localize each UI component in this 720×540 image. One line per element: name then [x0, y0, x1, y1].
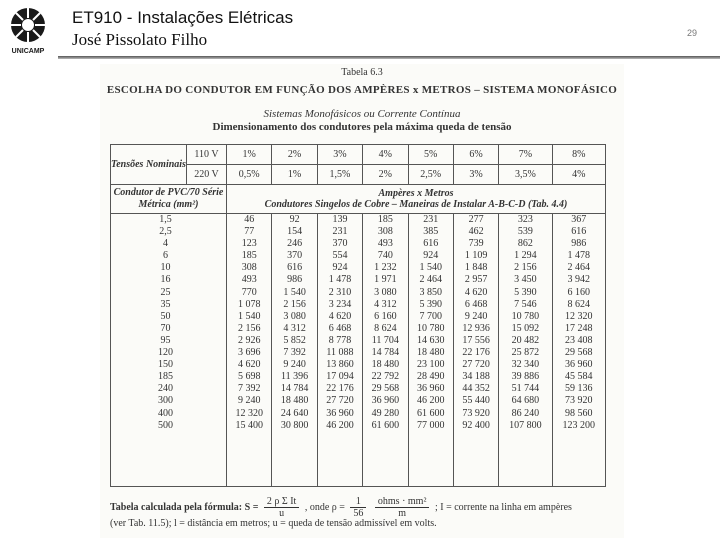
ampere-meter-value: 6 160 [567, 286, 591, 298]
pct-cell: 8% [552, 145, 605, 165]
ampere-meter-value: 59 136 [565, 383, 593, 395]
ampere-meter-value: 185 [241, 250, 257, 262]
ampere-meter-value: 14 784 [371, 347, 400, 359]
ampere-meter-value: 2 156 [514, 262, 537, 274]
formula-line-2: (ver Tab. 11.5); l = distância em metros; u = queda de tensão admissível em volts. [110, 518, 437, 529]
formula-prefix: Tabela calculada pela fórmula: S = [110, 501, 259, 513]
ampere-meter-value: 9 240 [237, 395, 261, 407]
ampere-meter-value: 462 [468, 226, 484, 238]
ampere-meter-value: 6 468 [328, 322, 352, 334]
ampere-meter-value: 6 160 [374, 310, 397, 322]
ampere-meter-value: 10 780 [416, 322, 445, 334]
ampere-meter-value: 616 [287, 262, 303, 274]
ampere-meter-value: 36 960 [416, 383, 445, 395]
ampere-meter-value: 22 176 [462, 347, 490, 359]
value-column [227, 214, 272, 487]
conductor-table [110, 144, 606, 487]
ampere-meter-value: 6 468 [464, 298, 488, 310]
value-column [552, 214, 605, 487]
ampere-meter-value: 231 [423, 214, 439, 225]
ampere-meter-value: 86 240 [511, 407, 540, 419]
ampere-meter-value: 4 620 [237, 359, 261, 371]
ampere-meter-value: 32 340 [511, 359, 540, 371]
ampere-meter-value: 46 200 [416, 395, 445, 407]
ampere-meter-value: 55 440 [462, 395, 490, 407]
ampere-meter-value: 12 936 [462, 322, 490, 334]
section-value: 120 [158, 347, 173, 359]
rho-numerator: 1 [350, 496, 366, 508]
unit-denominator: m [398, 508, 407, 519]
ampere-meter-value: 740 [377, 250, 393, 262]
ampere-meter-value: 739 [468, 238, 484, 250]
ampere-meter-value: 25 872 [511, 347, 540, 359]
pct-cell: 2% [363, 165, 408, 185]
ampere-meter-value: 28 490 [416, 371, 445, 383]
conductors-note: Condutores Singelos de Cobre – Maneiras de Instalar A-B-C-D (Tab. 4.4) [264, 199, 568, 210]
amperes-header [227, 185, 606, 214]
ampere-meter-value: 18 480 [416, 347, 445, 359]
ampere-meter-value: 3 080 [283, 310, 306, 322]
ampere-meter-value: 2 310 [328, 286, 352, 298]
ampere-meter-value: 18 480 [280, 395, 309, 407]
pct-cell: 1% [227, 145, 272, 165]
sections-column [111, 214, 227, 487]
ampere-meter-value: 1 109 [464, 250, 488, 262]
pct-cell: 5% [408, 145, 453, 165]
pct-cell: 2,5% [408, 165, 453, 185]
ampere-meter-value: 7 392 [237, 383, 261, 395]
unit-fraction [375, 496, 430, 519]
ampere-meter-value: 862 [517, 238, 533, 250]
formula-middle: , onde ρ = [304, 501, 345, 513]
pct-cell: 3% [453, 165, 498, 185]
ampere-meter-value: 11 088 [326, 347, 354, 359]
ampere-meter-value: 231 [332, 226, 348, 238]
ampere-meter-value: 12 320 [235, 407, 263, 419]
subheader-row [111, 185, 606, 214]
ampere-meter-value: 986 [571, 238, 587, 250]
ampere-meter-value: 36 960 [326, 407, 354, 419]
table-subtitle-systems: Sistemas Monofásicos ou Corrente Contínua [263, 108, 461, 120]
ampere-meter-value: 8 624 [374, 322, 397, 334]
ampere-meter-value: 46 200 [326, 419, 354, 431]
ampere-meter-value: 8 624 [567, 298, 591, 310]
s-numerator: 2 ρ Σ It [264, 496, 299, 508]
rho-denominator: 56 [353, 508, 364, 519]
ampere-meter-value: 554 [332, 250, 348, 262]
scanned-table [100, 64, 624, 538]
ampere-meter-value: 770 [241, 286, 257, 298]
ampere-meter-value: 385 [423, 226, 439, 238]
ampere-meter-value: 123 [241, 238, 257, 250]
ampere-meter-value: 1 478 [328, 274, 352, 286]
value-column [499, 214, 552, 487]
ampere-meter-value: 367 [571, 214, 587, 225]
s-denominator: u [279, 508, 285, 519]
pct-cell: 1,5% [317, 165, 362, 185]
ampere-meter-value: 15 092 [511, 322, 540, 334]
rho-fraction [350, 496, 366, 519]
ampere-meter-value: 2 464 [419, 274, 442, 286]
ampere-meter-value: 4 620 [328, 310, 352, 322]
ampere-meter-value: 17 556 [462, 334, 490, 346]
ampere-meter-value: 4 620 [464, 286, 488, 298]
ampere-meter-value: 616 [423, 238, 439, 250]
ampere-meter-value: 185 [377, 214, 393, 225]
ampere-meter-value: 1 478 [567, 250, 591, 262]
amperes-label: Ampères x Metros [378, 188, 454, 199]
ampere-meter-value: 5 390 [514, 286, 537, 298]
value-column [453, 214, 498, 487]
ampere-meter-value: 616 [571, 226, 587, 238]
ampere-meter-value: 3 696 [237, 347, 261, 359]
section-value: 2,5 [159, 226, 172, 238]
ampere-meter-value: 14 784 [280, 383, 309, 395]
value-column [363, 214, 408, 487]
ampere-meter-value: 370 [332, 238, 348, 250]
section-value: 240 [158, 383, 173, 395]
ampere-meter-value: 1 294 [514, 250, 537, 262]
ampere-meter-value: 2 464 [567, 262, 591, 274]
voltage-110: 110 V [187, 145, 227, 165]
section-value: 4 [163, 238, 168, 250]
ampere-meter-value: 11 704 [371, 334, 399, 346]
ampere-meter-value: 246 [287, 238, 303, 250]
ampere-meter-value: 493 [377, 238, 393, 250]
ampere-meter-value: 986 [287, 274, 303, 286]
ampere-meter-value: 29 568 [565, 347, 593, 359]
ampere-meter-value: 8 778 [328, 334, 352, 346]
ampere-meter-value: 2 957 [464, 274, 488, 286]
ampere-meter-value: 49 280 [371, 407, 400, 419]
ampere-meter-value: 77 [244, 226, 255, 238]
ampere-meter-value: 308 [241, 262, 257, 274]
table-subtitle-sizing: Dimensionamento dos condutores pela máxima queda de tensão [212, 121, 512, 133]
section-value: 400 [158, 407, 173, 419]
ampere-meter-value: 154 [287, 226, 303, 238]
section-value: 95 [160, 334, 171, 346]
ampere-meter-value: 5 698 [237, 371, 261, 383]
ampere-meter-value: 277 [468, 214, 484, 225]
pct-cell: 2% [272, 145, 317, 165]
section-value: 50 [160, 310, 171, 322]
ampere-meter-value: 539 [517, 226, 533, 238]
ampere-meter-value: 36 960 [371, 395, 400, 407]
pct-cell: 4% [552, 165, 605, 185]
course-title: ET910 - Instalações Elétricas [72, 8, 294, 27]
pct-cell: 4% [363, 145, 408, 165]
ampere-meter-value: 13 860 [326, 359, 354, 371]
values-row [111, 214, 606, 487]
tensoes-label: Tensões Nominais [111, 145, 187, 185]
ampere-meter-value: 5 852 [283, 334, 306, 346]
value-column [408, 214, 453, 487]
ampere-meter-value: 7 546 [514, 298, 537, 310]
ampere-meter-value: 23 408 [565, 334, 593, 346]
ampere-meter-value: 3 080 [374, 286, 397, 298]
ampere-meter-value: 107 800 [509, 419, 542, 431]
value-column [317, 214, 362, 487]
section-value: 300 [158, 395, 173, 407]
ampere-meter-value: 64 680 [511, 395, 540, 407]
section-value: 16 [160, 274, 171, 286]
page-number: 29 [687, 28, 698, 38]
section-value: 10 [160, 262, 171, 274]
formula-line [110, 496, 572, 519]
ampere-meter-value: 123 200 [562, 419, 596, 431]
ampere-meter-value: 5 390 [419, 298, 442, 310]
ampere-meter-value: 61 600 [416, 407, 445, 419]
ampere-meter-value: 12 320 [565, 310, 593, 322]
ampere-meter-value: 27 720 [462, 359, 490, 371]
section-value: 25 [160, 286, 171, 298]
section-value: 185 [158, 371, 173, 383]
ampere-meter-value: 24 640 [280, 407, 309, 419]
ampere-meter-value: 323 [517, 214, 533, 225]
ampere-meter-value: 23 100 [416, 359, 445, 371]
table-title: ESCOLHA DO CONDUTOR EM FUNÇÃO DOS AMPÈRES x METROS – SISTEMA MONOFÁSICO [106, 84, 618, 96]
ampere-meter-value: 3 942 [567, 274, 591, 286]
ampere-meter-value: 22 176 [326, 383, 354, 395]
ampere-meter-value: 27 720 [326, 395, 354, 407]
ampere-meter-value: 2 156 [283, 298, 306, 310]
ampere-meter-value: 34 188 [462, 371, 490, 383]
section-value: 70 [160, 322, 171, 334]
pct-cell: 3,5% [499, 165, 552, 185]
ampere-meter-value: 77 000 [416, 419, 445, 431]
ampere-meter-value: 9 240 [464, 310, 488, 322]
ampere-meter-value: 1 540 [237, 310, 261, 322]
ampere-meter-value: 10 780 [511, 310, 540, 322]
ampere-meter-value: 2 926 [237, 334, 261, 346]
ampere-meter-value: 36 960 [565, 359, 593, 371]
ampere-meter-value: 1 540 [419, 262, 442, 274]
section-value: 150 [158, 359, 173, 371]
ampere-meter-value: 61 600 [371, 419, 400, 431]
ampere-meter-value: 308 [377, 226, 393, 238]
author-name: José Pissolato Filho [72, 30, 208, 49]
ampere-meter-value: 22 792 [371, 371, 400, 383]
ampere-meter-value: 20 482 [511, 334, 540, 346]
ampere-meter-value: 924 [423, 250, 439, 262]
unicamp-logo [4, 4, 52, 56]
ampere-meter-value: 17 248 [565, 322, 593, 334]
ampere-meter-value: 73 920 [462, 407, 490, 419]
ampere-meter-value: 139 [332, 214, 348, 225]
ampere-meter-value: 45 584 [565, 371, 593, 383]
section-value: 35 [160, 298, 171, 310]
ampere-meter-value: 370 [287, 250, 303, 262]
ampere-meter-value: 9 240 [283, 359, 306, 371]
ampere-meter-value: 1 232 [374, 262, 397, 274]
ampere-meter-value: 98 560 [565, 407, 593, 419]
value-column [272, 214, 317, 487]
ampere-meter-value: 7 392 [283, 347, 306, 359]
pct-cell: 7% [499, 145, 552, 165]
ampere-meter-value: 73 920 [565, 395, 593, 407]
ampere-meter-value: 14 630 [416, 334, 445, 346]
pct-cell: 6% [453, 145, 498, 165]
voltage-row-110 [111, 145, 606, 165]
ampere-meter-value: 92 400 [462, 419, 490, 431]
ampere-meter-value: 39 886 [511, 371, 540, 383]
ampere-meter-value: 1 078 [237, 298, 261, 310]
section-value: 1,5 [159, 214, 172, 225]
ampere-meter-value: 924 [332, 262, 348, 274]
ampere-meter-value: 1 971 [374, 274, 397, 286]
ampere-meter-value: 2 156 [237, 322, 261, 334]
ampere-meter-value: 15 400 [235, 419, 263, 431]
s-fraction [264, 496, 299, 519]
ampere-meter-value: 29 568 [371, 383, 400, 395]
header-divider [58, 56, 720, 59]
pct-cell: 3% [317, 145, 362, 165]
ampere-meter-value: 7 700 [419, 310, 442, 322]
pct-cell: 1% [272, 165, 317, 185]
ampere-meter-value: 3 234 [328, 298, 352, 310]
ampere-meter-value: 92 [289, 214, 300, 225]
ampere-meter-value: 18 480 [371, 359, 400, 371]
ampere-meter-value: 11 396 [280, 371, 309, 383]
ampere-meter-value: 17 094 [326, 371, 354, 383]
ampere-meter-value: 44 352 [462, 383, 490, 395]
ampere-meter-value: 3 450 [514, 274, 537, 286]
logo-text: UNICAMP [11, 48, 45, 55]
formula-suffix: ; I = corrente na linha em ampères [434, 501, 572, 513]
ampere-meter-value: 1 540 [283, 286, 306, 298]
ampere-meter-value: 493 [241, 274, 257, 286]
ampere-meter-value: 30 800 [280, 419, 309, 431]
pct-cell: 0,5% [227, 165, 272, 185]
section-value: 500 [158, 419, 173, 431]
voltage-220: 220 V [187, 165, 227, 185]
conductor-label: Condutor de PVC/70 Série Métrica (mm²) [111, 185, 227, 214]
ampere-meter-value: 4 312 [374, 298, 397, 310]
table-caption: Tabela 6.3 [341, 67, 383, 78]
ampere-meter-value: 4 312 [283, 322, 306, 334]
unit-numerator: ohms · mm² [375, 496, 430, 508]
ampere-meter-value: 46 [244, 214, 255, 225]
ampere-meter-value: 51 744 [511, 383, 540, 395]
section-value: 6 [163, 250, 168, 262]
ampere-meter-value: 3 850 [419, 286, 442, 298]
ampere-meter-value: 1 848 [464, 262, 488, 274]
